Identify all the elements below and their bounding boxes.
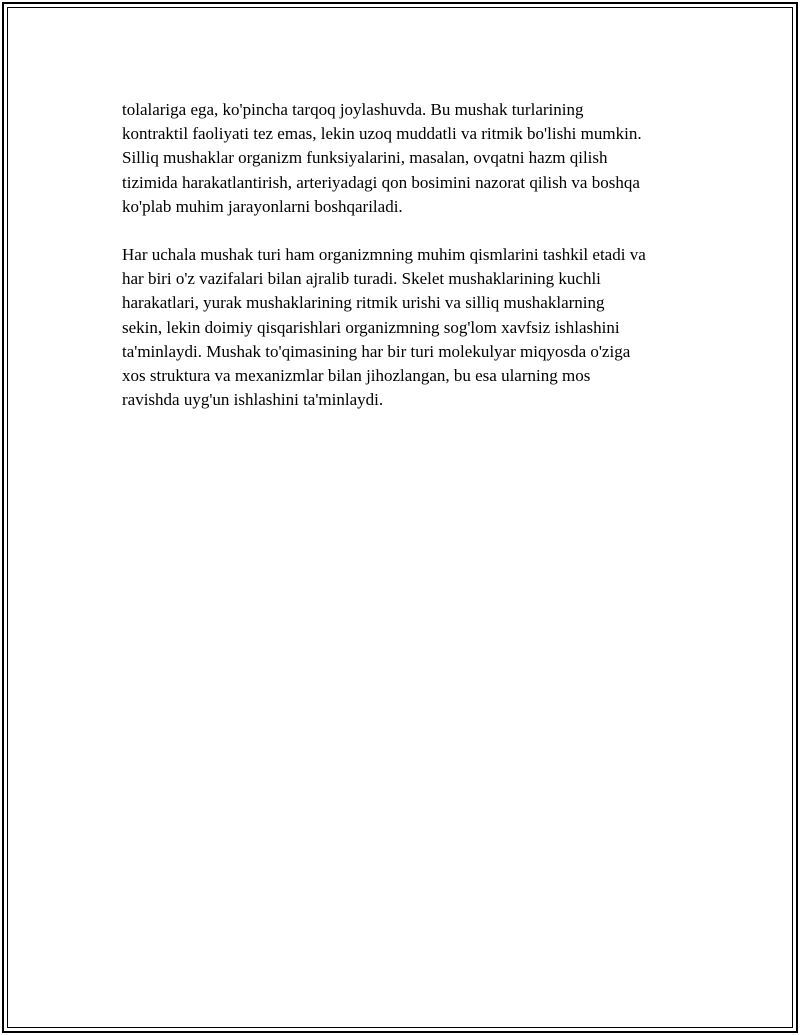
text-line: harakatlari, yurak mushaklarining ritmik urishi va silliq mushaklarning: [122, 293, 605, 313]
text-line: har biri o'z vazifalari bilan ajralib turadi. Skelet mushaklarining kuchli: [122, 269, 601, 289]
paragraph-1: [122, 98, 702, 219]
text-line: Har uchala mushak turi ham organizmning muhim qismlarini tashkil etadi va: [122, 245, 646, 265]
text-line: Silliq mushaklar organizm funksiyalarini, masalan, ovqatni hazm qilish: [122, 148, 608, 168]
text-line: ko'plab muhim jarayonlarni boshqariladi.: [122, 196, 403, 216]
text-line: ta'minlaydi. Mushak to'qimasining har bir turi molekulyar miqyosda o'ziga: [122, 341, 631, 361]
document-body: [122, 98, 702, 436]
text-line: kontraktil faoliyati tez emas, lekin uzoq muddatli va ritmik bo'lishi mumkin.: [122, 124, 642, 144]
text-line: ravishda uyg'un ishlashini ta'minlaydi.: [122, 390, 384, 410]
page-frame: [2, 2, 798, 1033]
text-line: tolalariga ega, ko'pincha tarqoq joylashuvda. Bu mushak turlarining: [122, 100, 584, 119]
paragraph-2: [122, 243, 702, 412]
text-line: xos struktura va mexanizmlar bilan jihozlangan, bu esa ularning mos: [122, 366, 591, 386]
text-line: sekin, lekin doimiy qisqarishlari organizmning sog'lom xavfsiz ishlashini: [122, 317, 620, 337]
text-line: tizimida harakatlantirish, arteriyadagi qon bosimini nazorat qilish va boshqa: [122, 172, 640, 192]
